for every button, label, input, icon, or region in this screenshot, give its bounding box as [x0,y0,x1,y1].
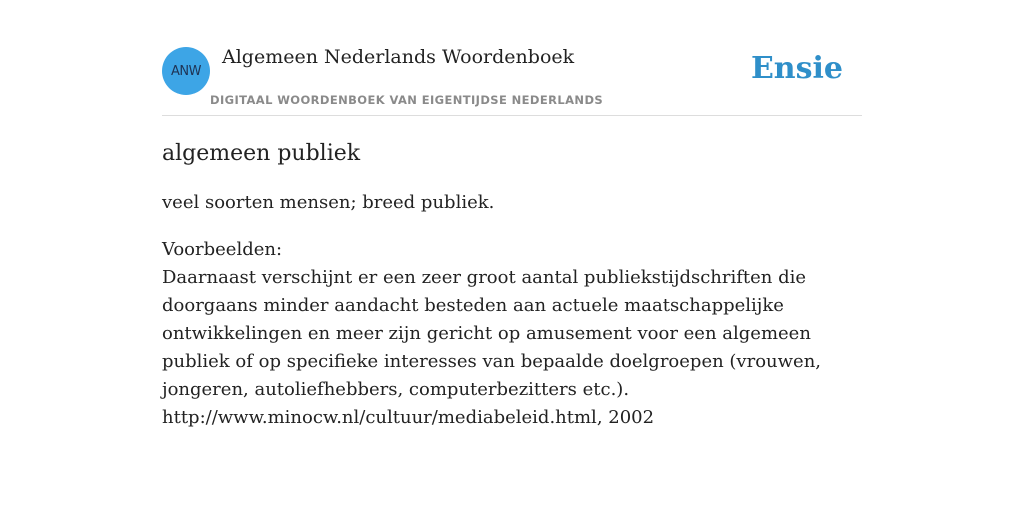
site-subtitle: DIGITAAL WOORDENBOEK VAN EIGENTIJDSE NEDERLANDS [210,93,604,107]
ensie-brand-link[interactable]: Ensie [750,51,843,86]
entry-content [162,138,864,432]
entry-definition: veel soorten mensen; breed publiek. [162,192,495,213]
anw-logo-text: ANW [171,63,201,79]
example-source: http://www.minocw.nl/cultuur/mediabeleid.html, 2002 [162,407,655,428]
site-title[interactable]: Algemeen Nederlands Woordenboek [222,46,575,68]
example-text: Daarnaast verschijnt er een zeer groot aantal publiekstijdschriften die doorgaans minder aandacht besteden aan actuele maatschappelijke ontwikkelingen en meer zijn gericht op amusement voor een algemeen publiek of op specifieke interesses van bepaalde doelgroepen (vrouwen, jongeren, autoliefhebbers, computerbezitters etc.). [162,267,822,400]
site-header [162,45,862,116]
examples-section [162,236,864,432]
examples-label: Voorbeelden: [162,239,283,260]
entry-title: algemeen publiek [162,141,361,166]
anw-logo[interactable] [162,47,210,95]
